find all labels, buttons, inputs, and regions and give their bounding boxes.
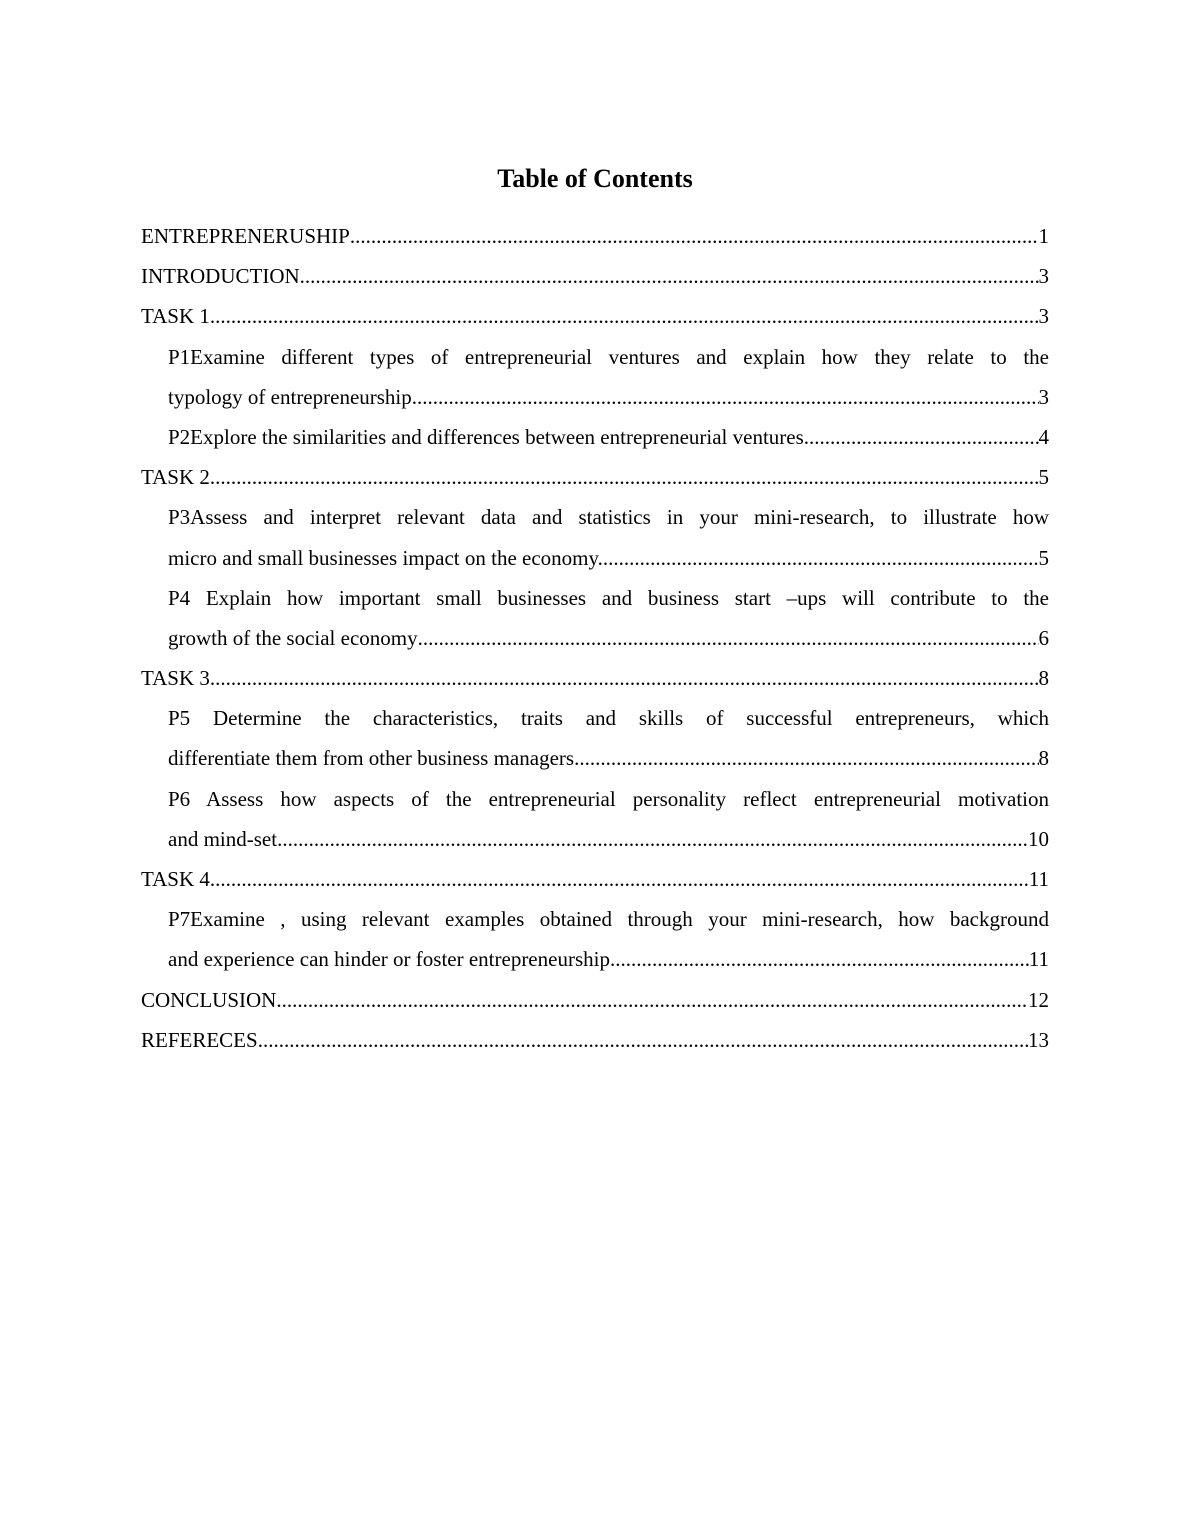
toc-entry-references[interactable] <box>141 1020 1049 1060</box>
toc-entry-introduction[interactable] <box>141 256 1049 296</box>
toc-dot-leader <box>418 618 1039 658</box>
toc-entry-first-line: P7Examine , using relevant examples obtained through your mini-research, how background <box>168 907 1049 932</box>
toc-dot-leader <box>574 738 1038 778</box>
toc-dot-leader <box>258 1020 1028 1060</box>
toc-entry-p6[interactable] <box>141 779 1049 859</box>
toc-dot-leader <box>210 859 1029 899</box>
toc-dot-leader <box>277 819 1028 859</box>
toc-entry-text: TASK 1 <box>141 304 210 329</box>
toc-page-number: 3 <box>1038 304 1049 329</box>
toc-page-number: 5 <box>1038 465 1049 490</box>
toc-entry-first-line: P1Examine different types of entrepreneurial ventures and explain how they relate to the <box>168 344 1049 369</box>
toc-dot-leader <box>809 417 1038 457</box>
toc-page-number: 13 <box>1028 1027 1049 1052</box>
toc-dot-leader <box>210 296 1039 336</box>
toc-page-number: 11 <box>1028 867 1049 891</box>
toc-entry-text: and mind-set <box>168 826 278 851</box>
toc-entry-text: INTRODUCTION <box>141 264 300 289</box>
toc-dot-leader <box>210 658 1039 698</box>
toc-page-number: 3 <box>1038 384 1049 409</box>
toc-page-number: 6 <box>1038 625 1049 650</box>
toc-entry-entrepreneurship[interactable] <box>141 216 1049 256</box>
toc-entry-text: TASK 3 <box>141 666 210 691</box>
toc-entry-text: and experience can hinder or foster entrepreneurship <box>168 947 610 972</box>
toc-dot-leader <box>412 377 1039 417</box>
toc-page-number: 11 <box>1028 947 1049 972</box>
toc-entry-text: TASK 2 <box>141 465 210 490</box>
toc-entry-task-4[interactable] <box>141 859 1049 899</box>
toc-dot-leader <box>210 457 1039 497</box>
toc-entry-p7[interactable] <box>141 899 1049 979</box>
toc-dot-leader <box>603 538 1039 578</box>
toc-entry-text: typology of entrepreneurship <box>168 384 412 409</box>
toc-dot-leader <box>300 256 1039 296</box>
toc-page-number: 10 <box>1028 826 1049 851</box>
toc-entry-text: REFERECES <box>141 1027 258 1052</box>
toc-entry-task-2[interactable] <box>141 457 1049 497</box>
toc-entry-first-line: P6 Assess how aspects of the entrepreneurial personality reflect entrepreneurial motivation <box>168 786 1049 811</box>
toc-entry-text: ENTREPRENERUSHIP <box>141 224 350 248</box>
toc-entry-task-1[interactable] <box>141 296 1049 336</box>
toc-entry-text: P2Explore the similarities and differences between entrepreneurial ventures. <box>168 424 810 449</box>
table-of-contents <box>141 216 1049 1060</box>
toc-entry-text: TASK 4 <box>141 867 210 891</box>
toc-entry-text: micro and small businesses impact on the economy. <box>168 545 603 570</box>
toc-entry-task-3[interactable] <box>141 658 1049 698</box>
toc-dot-leader <box>276 980 1028 1020</box>
toc-dot-leader <box>350 216 1039 256</box>
toc-entry-conclusion[interactable] <box>141 980 1049 1020</box>
toc-page-number: 12 <box>1028 987 1049 1012</box>
toc-page-number: 5 <box>1038 545 1049 570</box>
toc-title: Table of Contents <box>497 164 693 193</box>
toc-page-number: 3 <box>1038 264 1049 289</box>
toc-page-number: 8 <box>1038 666 1049 691</box>
toc-entry-text: differentiate them from other business managers <box>168 746 575 771</box>
toc-entry-first-line: P4 Explain how important small businesses and business start –ups will contribute to the <box>168 585 1049 610</box>
toc-page-number: 8 <box>1038 746 1049 771</box>
toc-page-number: 1 <box>1038 224 1049 248</box>
toc-entry-first-line: P5 Determine the characteristics, traits and skills of successful entrepreneurs, which <box>168 706 1049 731</box>
toc-entry-text: growth of the social economy <box>168 625 418 650</box>
toc-entry-text: CONCLUSION <box>141 987 277 1012</box>
toc-entry-p5[interactable] <box>141 698 1049 778</box>
toc-entry-first-line: P3Assess and interpret relevant data and statistics in your mini-research, to illustrate how <box>168 505 1049 530</box>
toc-dot-leader <box>610 939 1029 979</box>
toc-page-number: 4 <box>1038 424 1049 449</box>
toc-entry-p4[interactable] <box>141 578 1049 658</box>
toc-entry-p2[interactable] <box>141 417 1049 457</box>
toc-entry-p3[interactable] <box>141 497 1049 577</box>
toc-entry-p1[interactable] <box>141 337 1049 417</box>
